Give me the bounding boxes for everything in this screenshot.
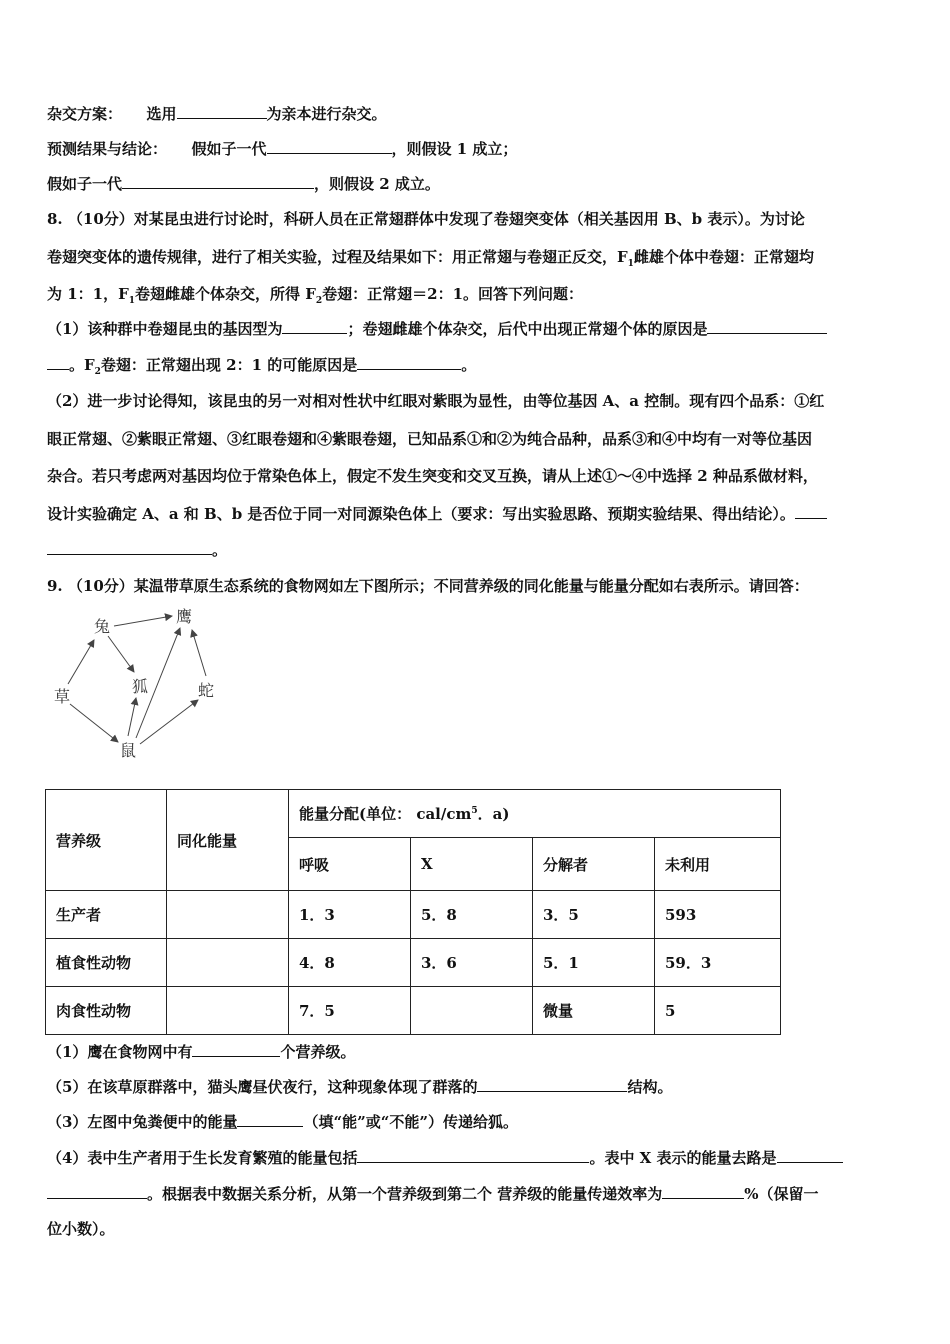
q8-part2-line4 <box>47 503 827 524</box>
q8-part1-line2 <box>47 354 476 382</box>
food-web-diagram <box>48 600 238 765</box>
q8-text: （1）该种群中卷翅昆虫的基因型为 <box>47 320 283 338</box>
q9-text: （1）鹰在食物网中有 <box>47 1043 193 1061</box>
header-level: 营养级 <box>46 790 167 891</box>
q9-intro <box>47 576 809 596</box>
q9-x-meaning-blank-cont[interactable] <box>47 1183 147 1199</box>
node-shu: 鼠 <box>120 741 137 760</box>
q8-reason-blank[interactable] <box>707 318 827 334</box>
q8-text: 。F <box>69 356 95 374</box>
q9-sub3 <box>47 1111 518 1132</box>
q8-text: 为 1：1，F <box>47 285 129 303</box>
node-hu: 狐 <box>132 677 149 696</box>
node-cao: 草 <box>54 687 71 706</box>
q9-sub1 <box>47 1041 355 1062</box>
q9-text: （3）左图中兔粪便中的能量 <box>47 1113 238 1131</box>
cell-assim <box>167 891 289 939</box>
q7-scheme-blank[interactable] <box>177 103 267 119</box>
q7-line3-blank[interactable] <box>122 173 314 189</box>
subheader-cell: 分解者 <box>533 838 655 891</box>
cell-value <box>411 987 533 1035</box>
q8-part2-line3 <box>47 466 818 486</box>
q9-text: 。表中 X 表示的能量去路是 <box>589 1149 777 1167</box>
header-assim: 同化能量 <box>167 790 289 891</box>
header-alloc-unit: ．a) <box>477 805 510 823</box>
q8-genotype-blank[interactable] <box>282 318 347 334</box>
node-ying: 鹰 <box>176 607 193 626</box>
subscript: 1 <box>627 259 634 269</box>
subscript: 1 <box>128 296 136 306</box>
q7-predict-line <box>47 138 517 159</box>
q9-sub4-line2 <box>47 1183 819 1204</box>
q8-part2-line1 <box>47 391 824 411</box>
arrow-cao-shu <box>70 704 118 742</box>
q9-sub5 <box>47 1076 672 1097</box>
q8-text: 卷翅雌雄个体杂交，所得 F <box>135 285 316 303</box>
q8-text: 。 <box>461 356 477 374</box>
q7-predict-post: ，则假设 1 成立； <box>391 140 518 158</box>
q8-text: 。 <box>212 541 228 559</box>
q8-design-blank[interactable] <box>795 503 827 519</box>
cell-value: 5．1 <box>533 939 655 987</box>
q8-text: 卷翅突变体的遗传规律，进行了相关实验，过程及结果如下：用正常翅与卷翅正反交，F <box>47 248 628 266</box>
q7-predict-blank[interactable] <box>267 138 392 154</box>
q9-growth-energy-blank[interactable] <box>357 1147 589 1163</box>
q8-part2-line2 <box>47 429 812 449</box>
subheader-cell: 呼吸 <box>289 838 411 891</box>
q8-text: 雌雄个体中卷翅：正常翅均 <box>633 248 814 266</box>
q8-part2-line5 <box>47 539 227 560</box>
q8-text: 卷翅：正常翅出现 2：1 的可能原因是 <box>100 356 358 374</box>
q8-line2 <box>47 247 814 274</box>
cell-value: 1．3 <box>289 891 411 939</box>
cell-value: 3．6 <box>411 939 533 987</box>
q8-line3 <box>47 284 583 311</box>
q9-text: 9. （10分）某温带草原生态系统的食物网如左下图所示；不同营养级的同化能量与能量分配如右表所示。请回答： <box>47 577 809 595</box>
table-row <box>46 987 781 1035</box>
q7-line3-pre: 假如子一代 <box>47 175 123 193</box>
q9-text: %（保留一 <box>744 1185 819 1203</box>
q9-efficiency-blank[interactable] <box>662 1183 744 1199</box>
cell-value: 5 <box>655 987 781 1035</box>
q7-scheme-label: 杂交方案： <box>47 105 123 123</box>
q8-text: 8. （10分）对某昆虫进行讨论时，科研人员在正常翅群体中发现了卷翅突变体（相关基因用 B、b 表示）。为讨论 <box>47 210 805 228</box>
arrow-cao-tu <box>68 640 94 684</box>
header-alloc <box>289 790 781 838</box>
header-alloc-text: 能量分配(单位： cal/cm <box>299 805 472 823</box>
q8-text: 杂合。若只考虑两对基因均位于常染色体上，假定不发生突变和交叉互换，请从上述①～④中选择 2 种品系做材料， <box>47 467 818 485</box>
q9-text: （5）在该草原群落中，猫头鹰昼伏夜行，这种现象体现了群落的 <box>47 1078 478 1096</box>
q9-sub4-line1 <box>47 1147 843 1168</box>
cell-value: 微量 <box>533 987 655 1035</box>
q7-scheme-post: 为亲本进行杂交。 <box>266 105 387 123</box>
q9-text: 个营养级。 <box>280 1043 356 1061</box>
q9-text: 结构。 <box>627 1078 673 1096</box>
q9-text: 位小数）。 <box>47 1220 115 1238</box>
q8-reason-blank-cont[interactable] <box>47 354 69 370</box>
q9-levels-blank[interactable] <box>192 1041 280 1057</box>
table-header-row <box>46 790 781 838</box>
arrow-tu-hu <box>108 636 134 672</box>
q8-text: 眼正常翅、②紫眼正常翅、③红眼卷翅和④紫眼卷翅，已知品系①和②为纯合品种，品系③和④中均有一对等位基因 <box>47 430 813 448</box>
q9-transfer-blank[interactable] <box>237 1111 303 1127</box>
row-name: 植食性动物 <box>46 939 167 987</box>
subscript: 2 <box>94 367 101 377</box>
q8-part1-line1 <box>47 318 827 339</box>
q8-text: 设计实验确定 A、a 和 B、b 是否位于同一对同源染色体上（要求：写出实验思路、预期实验结果、得出结论）。 <box>47 505 795 523</box>
q8-design-blank-cont[interactable] <box>47 539 212 555</box>
q9-sub4-line3 <box>47 1219 115 1239</box>
cell-assim <box>167 939 289 987</box>
q7-line3 <box>47 173 440 194</box>
arrow-shu-hu <box>128 698 136 736</box>
q9-x-meaning-blank[interactable] <box>777 1147 843 1163</box>
q9-text: 。根据表中数据关系分析，从第一个营养级到第二个 营养级的能量传递效率为 <box>147 1185 663 1203</box>
q7-scheme-line <box>47 103 387 124</box>
cell-value: 3．5 <box>533 891 655 939</box>
subheader-cell: X <box>411 838 533 891</box>
cell-value: 7．5 <box>289 987 411 1035</box>
q8-text: ；卷翅雌雄个体杂交，后代中出现正常翅个体的原因是 <box>347 320 708 338</box>
subheader-cell: 未利用 <box>655 838 781 891</box>
cell-value: 59．3 <box>655 939 781 987</box>
q9-structure-blank[interactable] <box>477 1076 627 1092</box>
q8-line1 <box>47 209 805 229</box>
q9-text: （4）表中生产者用于生长发育繁殖的能量包括 <box>47 1149 358 1167</box>
node-tu: 兔 <box>94 617 111 636</box>
q7-predict-pre: 假如子一代 <box>191 140 267 158</box>
cell-value: 593 <box>655 891 781 939</box>
energy-table <box>45 789 781 1035</box>
cell-value: 4．8 <box>289 939 411 987</box>
arrow-tu-ying <box>114 616 172 626</box>
table-row <box>46 939 781 987</box>
q7-predict-label: 预测结果与结论： <box>47 140 168 158</box>
q8-ratio-blank[interactable] <box>357 354 461 370</box>
table-row <box>46 891 781 939</box>
q8-text: （2）进一步讨论得知，该昆虫的另一对相对性状中红眼对紫眼为显性，由等位基因 A、a 控制。现有四个品系：①红 <box>47 392 825 410</box>
q8-text: 卷翅：正常翅＝2：1。回答下列问题： <box>322 285 584 303</box>
arrow-she-ying <box>192 630 206 676</box>
row-name: 肉食性动物 <box>46 987 167 1035</box>
subscript: 2 <box>315 296 323 306</box>
node-she: 蛇 <box>198 681 215 700</box>
q7-line3-post: ，则假设 2 成立。 <box>314 175 440 193</box>
superscript: 5 <box>471 806 478 816</box>
q9-text: （填“能”或“不能”）传递给狐。 <box>303 1113 518 1131</box>
cell-value: 5．8 <box>411 891 533 939</box>
cell-assim <box>167 987 289 1035</box>
q7-scheme-pre: 选用 <box>146 105 177 123</box>
row-name: 生产者 <box>46 891 167 939</box>
